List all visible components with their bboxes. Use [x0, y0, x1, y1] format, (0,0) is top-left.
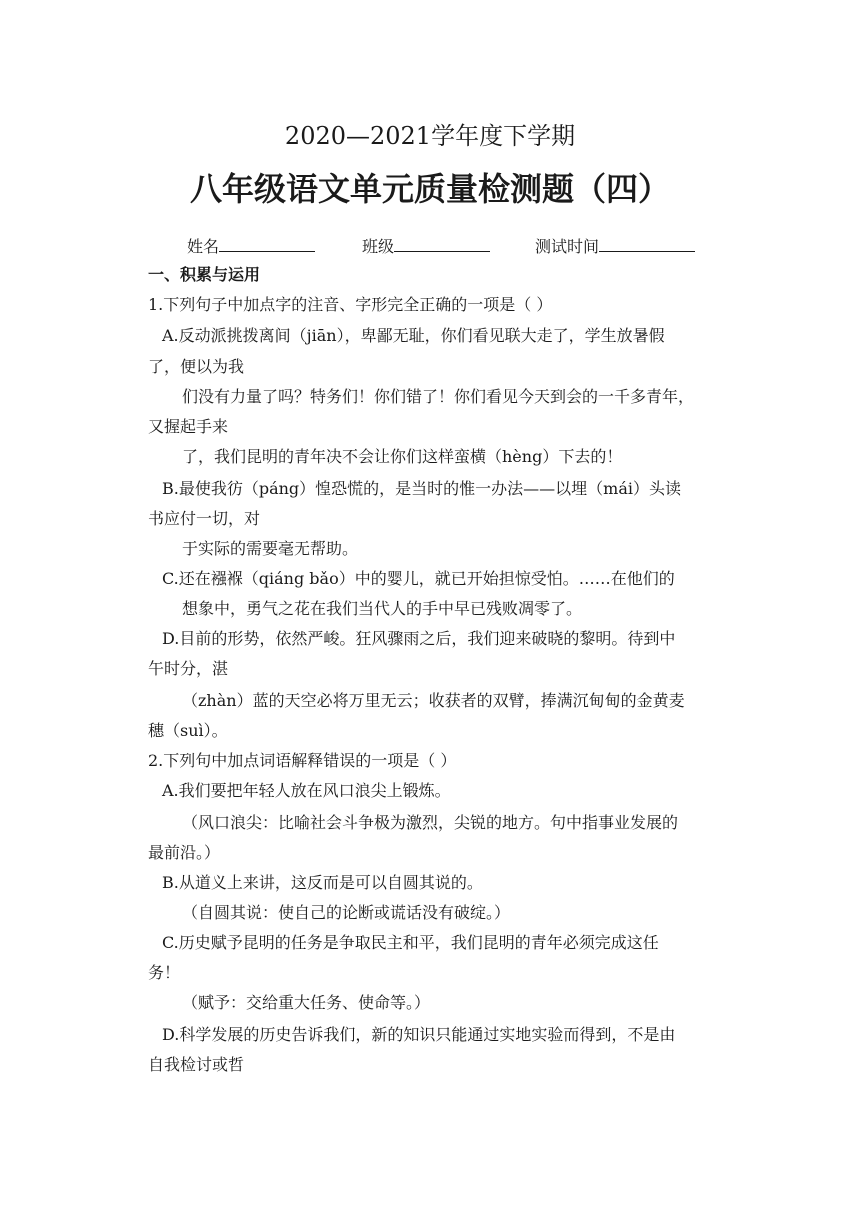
q1-option-a-line3: 们没有力量了吗？特务们！你们错了！你们看见今天到会的一千多青年， [182, 387, 695, 406]
q2-option-c-line1: C.历史赋予昆明的任务是争取民主和平，我们昆明的青年必须完成这任 [162, 933, 659, 952]
q2-option-d-line1: D.科学发展的历史告诉我们，新的知识只能通过实地实验而得到，不是由 [162, 1025, 676, 1044]
class-label: 班级 [362, 237, 395, 256]
test-time-field[interactable] [535, 234, 695, 258]
q1-option-c-line2: 想象中，勇气之花在我们当代人的手中早已残败凋零了。 [182, 599, 583, 618]
q1-option-a-line1: A.反动派挑拨离间（jiān），卑鄙无耻，你们看见联大走了，学生放暑假 [162, 326, 665, 345]
q1-option-c-line1: C.还在襁褓（qiáng bǎo）中的婴儿，就已开始担惊受怕。……在他们的 [162, 569, 675, 588]
q2-option-a-line1: A.我们要把年轻人放在风口浪尖上锻炼。 [162, 781, 451, 800]
class-field[interactable] [362, 234, 490, 258]
test-time-label: 测试时间 [535, 237, 600, 256]
name-blank[interactable] [219, 234, 315, 252]
test-time-blank[interactable] [599, 234, 695, 252]
q1-option-a-line4: 又握起手来 [148, 417, 229, 436]
q1-option-b-line1: B.最使我彷（páng）惶恐慌的，是当时的惟一办法——以埋（mái）头读 [162, 479, 682, 498]
q2-option-c-line3: （赋予：交给重大任务、使命等。） [182, 993, 431, 1012]
q2-option-a-line3: 最前沿。） [148, 843, 221, 862]
q1-option-d-line4: 穗（suì）。 [148, 721, 228, 740]
q1-option-d-line1: D.目前的形势，依然严峻。狂风骤雨之后，我们迎来破晓的黎明。待到中 [162, 629, 676, 648]
q1-option-a-line2: 了，便以为我 [148, 357, 245, 376]
school-term-subtitle: 2020—2021学年度下学期 [284, 122, 576, 150]
q2-option-b-line1: B.从道义上来讲，这反而是可以自圆其说的。 [162, 873, 483, 892]
name-label: 姓名 [187, 237, 220, 256]
q2-option-c-line2: 务！ [148, 963, 181, 982]
q1-option-d-line3: （zhàn）蓝的天空必将万里无云；收获者的双臂，捧满沉甸甸的金黄麦 [182, 691, 685, 710]
exam-title: 八年级语文单元质量检测题（四） [189, 170, 670, 208]
q1-option-b-line2: 书应付一切，对 [148, 509, 261, 528]
class-blank[interactable] [394, 234, 490, 252]
q2-option-a-line2: （风口浪尖：比喻社会斗争极为激烈，尖锐的地方。句中指事业发展的 [182, 813, 679, 832]
q2-option-b-line2: （自圆其说：使自己的论断或谎话没有破绽。） [182, 903, 511, 922]
name-field[interactable] [187, 234, 315, 258]
q1-option-d-line2: 午时分，湛 [148, 659, 229, 678]
q2-stem: 2.下列句中加点词语解释错误的一项是（ ） [148, 751, 457, 770]
q1-stem: 1.下列句子中加点字的注音、字形完全正确的一项是（ ） [148, 295, 553, 314]
q2-option-d-line2: 自我检讨或哲 [148, 1055, 245, 1074]
section-heading: 一、积累与运用 [148, 265, 261, 284]
q1-option-b-line3: 于实际的需要毫无帮助。 [182, 539, 359, 558]
q1-option-a-line5: 了，我们昆明的青年决不会让你们这样蛮横（hèng）下去的！ [182, 447, 623, 466]
